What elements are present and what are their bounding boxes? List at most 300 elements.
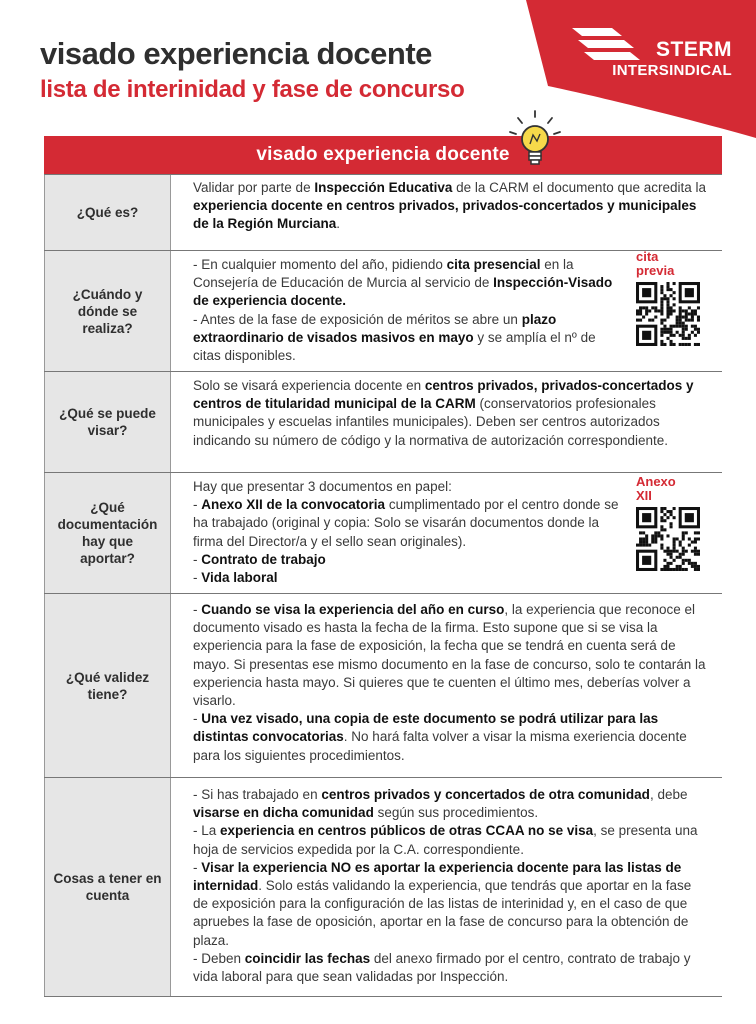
answer-bold-text: Inspección Educativa: [314, 180, 453, 195]
qr-module: [676, 325, 679, 328]
qr-module: [660, 288, 663, 291]
row-question: ¿Cuándo y dónde se realiza?: [44, 251, 171, 371]
answer-paragraph: [193, 569, 622, 587]
lightbulb-icon: [500, 108, 570, 178]
qr-module: [654, 316, 657, 319]
qr-module: [666, 316, 669, 319]
qr-module: [685, 319, 688, 322]
qr-module: [691, 312, 694, 315]
answer-paragraph: [193, 950, 708, 986]
qr-module: [676, 316, 679, 319]
logo-stripes-icon: [568, 22, 648, 64]
qr-module: [670, 288, 673, 291]
qr-module: [688, 334, 691, 337]
qr-module: [660, 303, 663, 306]
qr-module: [636, 309, 639, 312]
qr-module: [694, 309, 697, 312]
answer-text: -: [193, 570, 202, 586]
qr-module: [660, 544, 663, 547]
qr-module: [663, 328, 666, 331]
qr-module: [663, 297, 666, 300]
qr-module: [697, 565, 700, 568]
qr-module: [670, 343, 673, 346]
qr-module: [685, 343, 688, 346]
qr-module: [688, 537, 691, 540]
qr-module: [666, 565, 669, 568]
qr-module: [682, 337, 685, 340]
qr-module: [642, 513, 651, 522]
qr-module: [688, 562, 691, 565]
answer-bold-text: centros privados y concertados de otra comunidad: [321, 787, 650, 802]
qr-module: [666, 288, 669, 291]
qr-module: [694, 562, 697, 565]
answer-bold-text: centros privados, privados-concertados y centros de titularidad municipal de la CARM: [193, 378, 694, 412]
qr-module: [639, 306, 642, 309]
qr-module: [679, 312, 682, 315]
qr-module: [642, 541, 645, 544]
answer-bold-text: experiencia docente en centros privados, privados-concertados y municipales de la Región Murciana: [193, 198, 697, 232]
qr-module: [673, 297, 676, 300]
qr-code-icon: [636, 282, 700, 346]
qr-module: [685, 325, 688, 328]
qr-module: [688, 337, 691, 340]
qr-module: [685, 337, 688, 340]
qr-module: [660, 510, 663, 513]
qr-module: [682, 559, 685, 562]
qr-module: [685, 312, 688, 315]
qr-module: [673, 291, 676, 294]
qr-module: [673, 550, 676, 553]
qr-module: [685, 531, 688, 534]
qr-module: [697, 568, 700, 571]
qr-module: [670, 328, 673, 331]
qr-module: [666, 297, 669, 300]
qr-module: [679, 541, 682, 544]
answer-bold-text: plazo extraordinario de visados masivos en mayo: [193, 311, 557, 345]
qr-module: [660, 285, 663, 288]
qr-module: [679, 309, 682, 312]
qr-module: [679, 322, 682, 325]
qr-module: [660, 528, 663, 531]
qr-module: [685, 513, 694, 522]
answer-text: , debe: [649, 787, 688, 802]
qr-module: [697, 550, 700, 553]
qr-module: [697, 331, 700, 334]
answer-paragraph: [193, 496, 622, 551]
qr-module: [645, 312, 648, 315]
qr-anexo-block[interactable]: [636, 475, 702, 576]
qr-module: [685, 309, 688, 312]
qr-module: [666, 300, 669, 303]
qr-module: [694, 541, 697, 544]
qr-module: [679, 553, 682, 556]
answer-bold-text: experiencia en centros públicos de otras CCAA no se visa: [220, 823, 594, 839]
qr-module: [697, 319, 700, 322]
qr-module: [673, 309, 676, 312]
answer-paragraph: [193, 256, 622, 311]
qr-module: [694, 328, 697, 331]
qr-module: [639, 537, 642, 540]
qr-module: [666, 516, 669, 519]
qr-module: [663, 550, 666, 553]
row-question: Cosas a tener en cuenta: [44, 778, 171, 996]
answer-text: en la Consejería de Educación de Murcia al servicio de: [193, 257, 574, 291]
info-table: [44, 136, 722, 997]
answer-paragraph: [193, 822, 708, 858]
qr-module: [645, 537, 648, 540]
qr-module: [673, 559, 676, 562]
answer-bold-text: Una vez visado, una copia de este documento se podrá utilizar para las distintas convocatorias: [193, 711, 659, 745]
answer-text: cumplimentado por el centro donde se ha trabajado (original y copia: Solo se visarán documentos donde la firma del Director/a y el sello sean originales).: [193, 497, 619, 549]
qr-module: [679, 319, 682, 322]
qr-module: [688, 319, 691, 322]
qr-module: [673, 568, 676, 571]
qr-module: [639, 531, 642, 534]
qr-module: [666, 510, 669, 513]
qr-module: [685, 328, 688, 331]
answer-text: - Deben: [193, 950, 245, 966]
qr-module: [682, 547, 685, 550]
qr-module: [636, 544, 639, 547]
qr-module: [666, 306, 669, 309]
qr-module: [651, 306, 654, 309]
qr-module: [654, 541, 657, 544]
qr-module: [657, 309, 660, 312]
qr-label: cita previa: [636, 249, 675, 278]
qr-module: [688, 312, 691, 315]
qr-module: [679, 325, 682, 328]
qr-module: [666, 534, 669, 537]
qr-module: [670, 513, 673, 516]
qr-module: [691, 309, 694, 312]
qr-module: [648, 309, 651, 312]
answer-text: -: [193, 859, 202, 875]
qr-module: [673, 507, 676, 510]
qr-module: [670, 562, 673, 565]
qr-module: [660, 516, 663, 519]
qr-module: [682, 537, 685, 540]
answer-text: Solo se visará experiencia docente en: [193, 378, 425, 393]
row-question: ¿Qué es?: [44, 175, 171, 250]
qr-module: [666, 568, 669, 571]
qr-module: [670, 525, 673, 528]
qr-module: [691, 562, 694, 565]
qr-module: [639, 541, 642, 544]
qr-module: [691, 325, 694, 328]
sterm-logo: [568, 18, 738, 88]
answer-text: del anexo firmado por el centro, contrato de trabajo y vida laboral para que sean validadas por Inspección.: [193, 950, 691, 985]
qr-module: [660, 519, 663, 522]
qr-module: [685, 559, 688, 562]
qr-module: [694, 334, 697, 337]
qr-module: [663, 294, 666, 297]
qr-module: [682, 328, 685, 331]
qr-module: [642, 316, 645, 319]
qr-module: [679, 306, 682, 309]
answer-text: (conservatorios profesionales municipales y escuelas infantiles municipales). Deben ser centros autorizados indicando su número de código y la normativa de autorización correspondiente.: [193, 396, 669, 448]
row-answer: [171, 778, 722, 996]
qr-module: [663, 519, 666, 522]
qr-module: [688, 559, 691, 562]
table-row: [44, 250, 722, 371]
qr-module: [682, 334, 685, 337]
qr-module: [670, 522, 673, 525]
qr-module: [682, 309, 685, 312]
qr-module: [660, 334, 663, 337]
answer-text: Validar por parte de: [193, 180, 315, 195]
qr-module: [697, 316, 700, 319]
qr-module: [666, 562, 669, 565]
qr-module: [670, 556, 673, 559]
row-question: ¿Qué documentación hay que aportar?: [44, 473, 171, 593]
answer-text: , la experiencia que reconoce el documento visado es hasta la fecha de la firma. Esto supone que si se visa la experiencia para la fase de exposición, la fecha que se tendrá en cuenta será de mayo. Si presentas ese mismo documento en la fase de concurso, solo te contarán la experiencia hasta mayo. Si quieres que te cuenten el último mes, deberías volver a visarlo.: [193, 602, 706, 709]
answer-text: -: [193, 711, 202, 727]
qr-module: [660, 306, 663, 309]
qr-module: [648, 319, 651, 322]
answer-bold-text: Cuando se visa la experiencia del año en curso: [201, 602, 505, 617]
qr-module: [691, 541, 694, 544]
qr-module: [663, 565, 666, 568]
qr-module: [651, 534, 654, 537]
qr-module: [694, 343, 697, 346]
table-header: visado experiencia docente: [44, 136, 722, 174]
answer-text: - La: [193, 823, 221, 839]
qr-module: [694, 325, 697, 328]
answer-paragraph: [193, 859, 708, 950]
qr-module: [682, 343, 685, 346]
row-question: ¿Qué validez tiene?: [44, 594, 171, 777]
answer-text: Hay que presentar 3 documentos en papel:: [193, 479, 452, 494]
qr-module: [682, 322, 685, 325]
qr-module: [685, 316, 688, 319]
qr-module: [642, 331, 651, 340]
qr-module: [666, 285, 669, 288]
qr-module: [679, 334, 682, 337]
qr-module: [697, 343, 700, 346]
answer-bold-text: Anexo XII de la convocatoria: [201, 497, 386, 513]
qr-module: [691, 316, 694, 319]
qr-module: [663, 325, 666, 328]
qr-module: [670, 306, 673, 309]
qr-module: [694, 547, 697, 550]
qr-module: [670, 309, 673, 312]
qr-module: [666, 331, 669, 334]
qr-module: [694, 531, 697, 534]
qr-module: [694, 537, 697, 540]
answer-bold-text: cita presencial: [446, 257, 541, 272]
qr-module: [670, 550, 673, 553]
answer-bold-text: Vida laboral: [201, 570, 278, 586]
qr-module: [688, 544, 691, 547]
logo-subname: INTERSINDICAL: [612, 62, 732, 79]
row-answer: [171, 175, 722, 250]
qr-module: [642, 544, 645, 547]
qr-module: [660, 507, 663, 510]
qr-module: [673, 516, 676, 519]
qr-module: [673, 282, 676, 285]
qr-module: [660, 534, 663, 537]
answer-paragraph: [193, 478, 622, 496]
answer-text: . Solo estás validando la experiencia, que tendrás que aportar en la fase de exposición para la configuración de las listas de interinidad y, en el caso de que apruebes la fase de oposición, aportar en la fase de concurso para la obtención de plaza.: [193, 878, 692, 948]
answer-text: - Si has trabajado en: [193, 787, 322, 802]
qr-module: [666, 547, 669, 550]
qr-module: [682, 325, 685, 328]
row-question: ¿Qué se puede visar?: [44, 372, 171, 472]
qr-module: [697, 537, 700, 540]
qr-module: [660, 319, 663, 322]
qr-module: [676, 550, 679, 553]
qr-module: [642, 306, 645, 309]
qr-module: [660, 300, 663, 303]
qr-module: [691, 319, 694, 322]
qr-module: [682, 316, 685, 319]
qr-module: [639, 544, 642, 547]
qr-module: [660, 312, 663, 315]
qr-module: [670, 510, 673, 513]
qr-module: [682, 553, 685, 556]
table-row: [44, 371, 722, 472]
qr-module: [654, 534, 657, 537]
qr-module: [666, 309, 669, 312]
row-answer: [171, 594, 722, 777]
answer-paragraph: [193, 311, 622, 366]
qr-module: [663, 528, 666, 531]
table-row: [44, 777, 722, 996]
qr-module: [654, 306, 657, 309]
qr-module: [642, 531, 645, 534]
qr-module: [666, 312, 669, 315]
answer-text: -: [193, 551, 202, 567]
qr-module: [645, 309, 648, 312]
qr-module: [682, 550, 685, 553]
qr-module: [651, 319, 654, 322]
qr-module: [657, 531, 660, 534]
answer-paragraph: [193, 710, 708, 765]
answer-bold-text: Contrato de trabajo: [201, 551, 326, 567]
answer-text: según sus procedimientos.: [373, 805, 539, 821]
answer-text: -: [193, 602, 202, 617]
answer-text: - En cualquier momento del año, pidiendo: [193, 257, 447, 272]
qr-module: [657, 534, 660, 537]
qr-module: [660, 568, 663, 571]
qr-module: [642, 556, 651, 565]
qr-module: [645, 541, 648, 544]
answer-text: - Antes de la fase de exposición de méritos se abre un: [193, 311, 522, 327]
qr-module: [660, 547, 663, 550]
qr-module: [694, 553, 697, 556]
page-subtitle: lista de interinidad y fase de concurso: [40, 76, 465, 103]
qr-module: [660, 291, 663, 294]
qr-label: Anexo XII: [636, 474, 676, 503]
qr-module: [660, 340, 663, 343]
qr-module: [660, 331, 663, 334]
qr-module: [691, 565, 694, 568]
answer-paragraph: [193, 786, 708, 822]
qr-module: [642, 288, 651, 297]
qr-module: [654, 531, 657, 534]
qr-module: [691, 331, 694, 334]
qr-module: [670, 325, 673, 328]
qr-module: [670, 553, 673, 556]
qr-module: [697, 553, 700, 556]
answer-bold-text: coincidir las fechas: [244, 950, 371, 966]
qr-module: [673, 537, 676, 540]
answer-bold-text: Inspección-Visado de experiencia docente.: [193, 275, 613, 309]
qr-module: [660, 525, 663, 528]
qr-module: [673, 325, 676, 328]
qr-module: [645, 544, 648, 547]
answer-paragraph: [193, 551, 622, 569]
qr-module: [679, 556, 682, 559]
qr-module: [645, 306, 648, 309]
table-row: [44, 472, 722, 593]
answer-text: de la CARM el documento que acredita la: [452, 180, 707, 195]
answer-text: , se presenta una hoja de servicios expedida por la C.A. correspondiente.: [193, 823, 698, 857]
qr-code-icon: [636, 507, 700, 571]
qr-module: [651, 537, 654, 540]
qr-module: [660, 343, 663, 346]
qr-module: [682, 531, 685, 534]
qr-module: [673, 544, 676, 547]
qr-module: [666, 553, 669, 556]
qr-module: [685, 288, 694, 297]
qr-module: [666, 337, 669, 340]
qr-module: [639, 309, 642, 312]
qr-module: [685, 568, 688, 571]
table-row: [44, 593, 722, 777]
answer-text: y se amplía el nº de citas disponibles.: [193, 329, 596, 364]
answer-bold-text: visarse en dicha comunidad: [193, 805, 374, 821]
qr-module: [679, 565, 682, 568]
answer-paragraph: [193, 377, 708, 450]
qr-module: [663, 343, 666, 346]
qr-module: [694, 568, 697, 571]
qr-module: [636, 312, 639, 315]
qr-module: [663, 513, 666, 516]
qr-module: [682, 568, 685, 571]
qr-module: [660, 537, 663, 540]
logo-name: STERM: [656, 38, 732, 61]
qr-module: [651, 541, 654, 544]
qr-module: [642, 537, 645, 540]
qr-module: [682, 331, 685, 334]
qr-module: [670, 340, 673, 343]
qr-module: [660, 309, 663, 312]
qr-module: [676, 556, 679, 559]
qr-cita-previa-block[interactable]: [636, 250, 702, 351]
qr-module: [676, 319, 679, 322]
qr-module: [666, 282, 669, 285]
qr-module: [639, 319, 642, 322]
qr-module: [670, 331, 673, 334]
qr-module: [679, 544, 682, 547]
qr-module: [673, 343, 676, 346]
qr-module: [694, 312, 697, 315]
qr-module: [654, 537, 657, 540]
qr-module: [697, 306, 700, 309]
qr-module: [679, 568, 682, 571]
qr-module: [688, 306, 691, 309]
qr-module: [663, 507, 666, 510]
qr-module: [666, 328, 669, 331]
qr-module: [676, 537, 679, 540]
row-answer: [171, 372, 722, 472]
answer-paragraph: [193, 179, 708, 234]
qr-module: [660, 322, 663, 325]
qr-module: [676, 322, 679, 325]
qr-module: [673, 547, 676, 550]
qr-module: [670, 568, 673, 571]
